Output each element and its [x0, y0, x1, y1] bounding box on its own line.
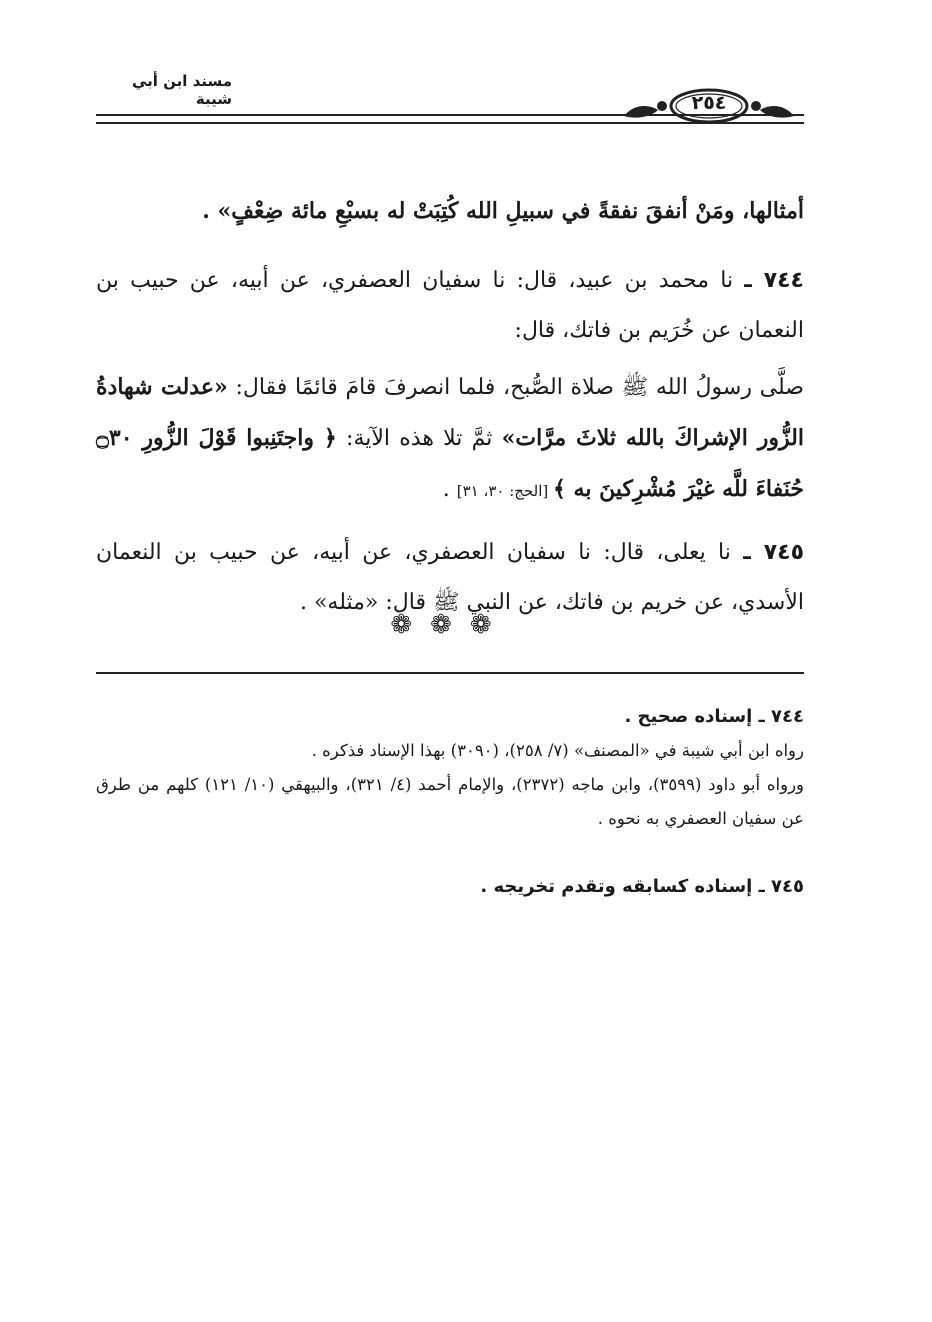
hadith-chain-text: نا يعلى، قال: نا سفيان العصفري، عن أبيه، عن حبيب بن النعمان الأسدي، عن خريم بن فاتك، عن النبي ﷺ قال: «مثله» . [96, 540, 804, 615]
footnote-heading: ٧٤٤ ـ إسناده صحيح . [624, 706, 804, 727]
quran-verse: ﴿ واجتَنِبوا قَوْلَ الزُّورِ ۝٣٠ حُنَفاءَ للَّه غيْرَ مُشْرِكينَ به ﴾ [96, 425, 804, 502]
matn-end: . [442, 477, 457, 502]
verse-reference: [الحج: ٣٠، ٣١] [456, 482, 553, 500]
matn-intro: صلَّى رسولُ الله ﷺ صلاة الصُّبح، فلما انصرفَ قامَ قائمًا فقال: [227, 375, 804, 400]
hadith-744 [96, 256, 804, 356]
hadith-744-matn [96, 362, 804, 516]
footnote-divider [96, 672, 804, 674]
prophetic-quote: «عدلت شهادةُ الزُّور الإشراكَ بالله ثلاثَ مرَّات» [96, 374, 804, 451]
footnote-line: ورواه أبو داود (٣٥٩٩)، وابن ماجه (٢٣٧٢)، والإمام أحمد (٤/ ٣٢١)، والبيهقي (١٠/ ١٢١) كلهم من طرق عن سفيان العصفري به نحوه . [96, 775, 805, 828]
footnote-744 [96, 700, 804, 836]
paragraph-continuation [96, 186, 804, 236]
hadith-chain-text: نا محمد بن عبيد، قال: نا سفيان العصفري، عن أبيه، عن حبيب بن النعمان عن خُرَيم بن فاتك، قال: [96, 268, 804, 343]
hadith-number: ٧٤٥ ـ [743, 540, 805, 565]
section-separator: ❁❁❁ [390, 610, 510, 640]
footnote-745 [96, 870, 804, 904]
paragraph-text: أمثالها، ومَنْ أنفقَ نفقةً في سبيلِ الله كُتِبَتْ له بسبْعِ مائة ضِعْفٍ» . [202, 198, 804, 224]
footnote-line: رواه ابن أبي شيبة في «المصنف» (٧/ ٢٥٨)، (٣٠٩٠) بهذا الإسناد فذكره . [311, 741, 804, 760]
footnote-heading: ٧٤٥ ـ إسناده كسابقه وتقدم تخريجه . [480, 876, 804, 897]
page-number: ٢٥٤ [691, 92, 727, 114]
header-divider [96, 114, 804, 124]
running-header-title: مسند ابن أبي شيبة [131, 72, 232, 108]
hadith-number: ٧٤٤ ـ [744, 268, 804, 293]
matn-continuation: ثمَّ تلا هذه الآية: [336, 426, 502, 451]
